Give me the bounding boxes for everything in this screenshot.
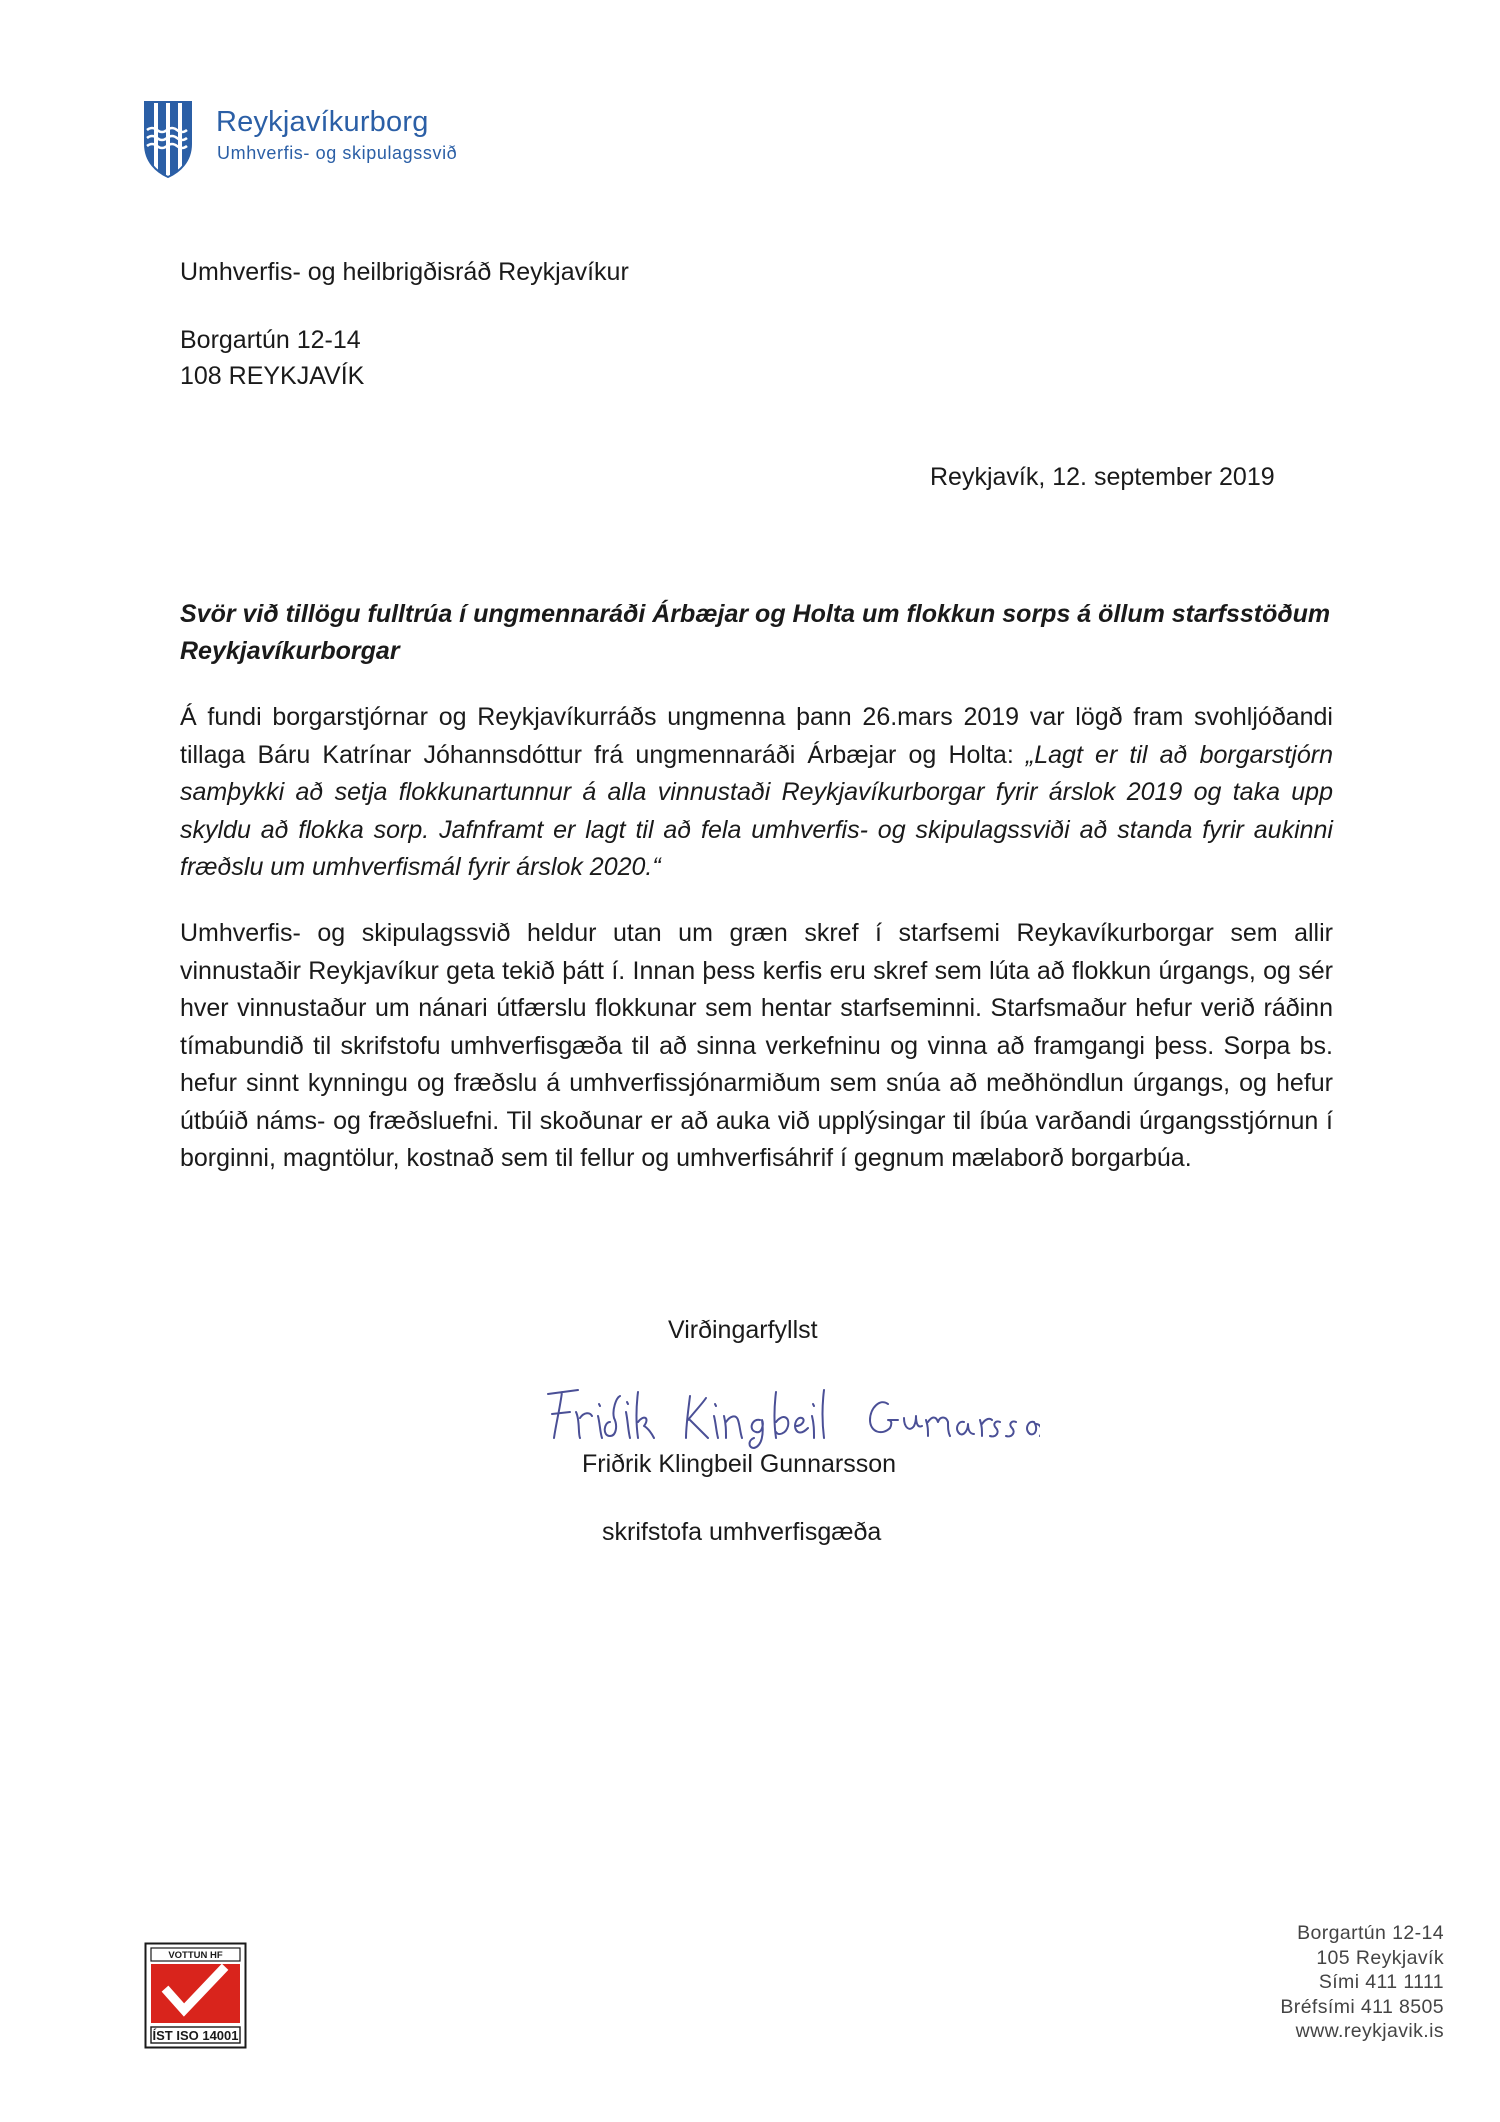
footer-fax: Bréfsími 411 8505 — [1280, 1995, 1444, 2018]
paragraph-1-intro: Á fundi borgarstjórnar og Reykjavíkurráðs ungmenna þann 26.mars 2019 var lögð fram svohljóðandi tillaga Báru Katrínar Jóhannsdóttur frá ungmennaráði Árbæjar og Holta: — [180, 703, 1333, 769]
body-paragraph-1 — [180, 699, 1333, 887]
closing: Virðingarfyllst — [668, 1316, 818, 1344]
handwritten-signature — [540, 1382, 1040, 1450]
recipient-address-line2: 108 REYKJAVÍK — [180, 362, 365, 390]
footer-address-line2: 105 Reykjavík — [1316, 1946, 1444, 1969]
footer-website[interactable]: www.reykjavik.is — [1295, 2020, 1444, 2042]
footer-phone: Sími 411 1111 — [1318, 1971, 1444, 1993]
letter-date: Reykjavík, 12. september 2019 — [930, 463, 1275, 491]
footer-contact — [1280, 1921, 1444, 2044]
signer-office: skrifstofa umhverfisgæða — [602, 1518, 882, 1546]
iso-14001-certification-badge — [144, 1942, 247, 2049]
org-division: Umhverfis- og skipulagssvið — [217, 143, 458, 163]
reykjavik-shield-logo — [143, 100, 193, 178]
recipient-address-line1: Borgartún 12-14 — [180, 326, 361, 354]
svg-text:ÍST ISO 14001: ÍST ISO 14001 — [152, 2028, 239, 2043]
recipient-name: Umhverfis- og heilbrigðisráð Reykjavíkur — [180, 258, 629, 286]
letter-subject: Svör við tillögu fulltrúa í ungmennaráði Árbæjar og Holta um flokkun sorps á öllum starfsstöðum Reykjavíkurborgar — [180, 600, 1331, 665]
org-name: Reykjavíkurborg — [216, 106, 429, 138]
signer-name: Friðrik Klingbeil Gunnarsson — [582, 1450, 897, 1478]
footer-address-line1: Borgartún 12-14 — [1297, 1922, 1444, 1944]
paragraph-1-quote: „Lagt er til að borgarstjórn samþykki að setja flokkunartunnur á alla vinnustaði Reykjavíkurborgar fyrir árslok 2019 og taka upp skyldu að flokka sorp. Jafnframt er lagt til að fela umhverfis- og skipulagssviði að standa fyrir aukinni fræðslu um umhverfismál fyrir árslok 2020.“ — [180, 740, 1333, 881]
svg-text:VOTTUN HF: VOTTUN HF — [168, 1950, 223, 1961]
body-paragraph-2: Umhverfis- og skipulagssvið heldur utan um græn skref í starfsemi Reykavíkurborgar sem allir vinnustaðir Reykjavíkur geta tekið þátt í. Innan þess kerfis eru skref sem lúta að flokkun úrgangs, og sér hver vinnustaður um nánari útfærslu flokkunar sem hentar starfseminni. Starfsmaður hefur verið ráðinn tímabundið til skrifstofu umhverfisgæða til að sinna verkefninu og vinna að framgangi þess. Sorpa bs. hefur sinnt kynningu og fræðslu á umhverfissjónarmiðum sem snúa að meðhöndlun úrgangs, og hefur útbúið náms- og fræðsluefni. Til skoðunar er að auka við upplýsingar til íbúa varðandi úrgangsstjórnun í borginni, magntölur, kostnað sem til fellur og umhverfisáhrif í gegnum mælaborð borgarbúa. — [180, 919, 1333, 1172]
